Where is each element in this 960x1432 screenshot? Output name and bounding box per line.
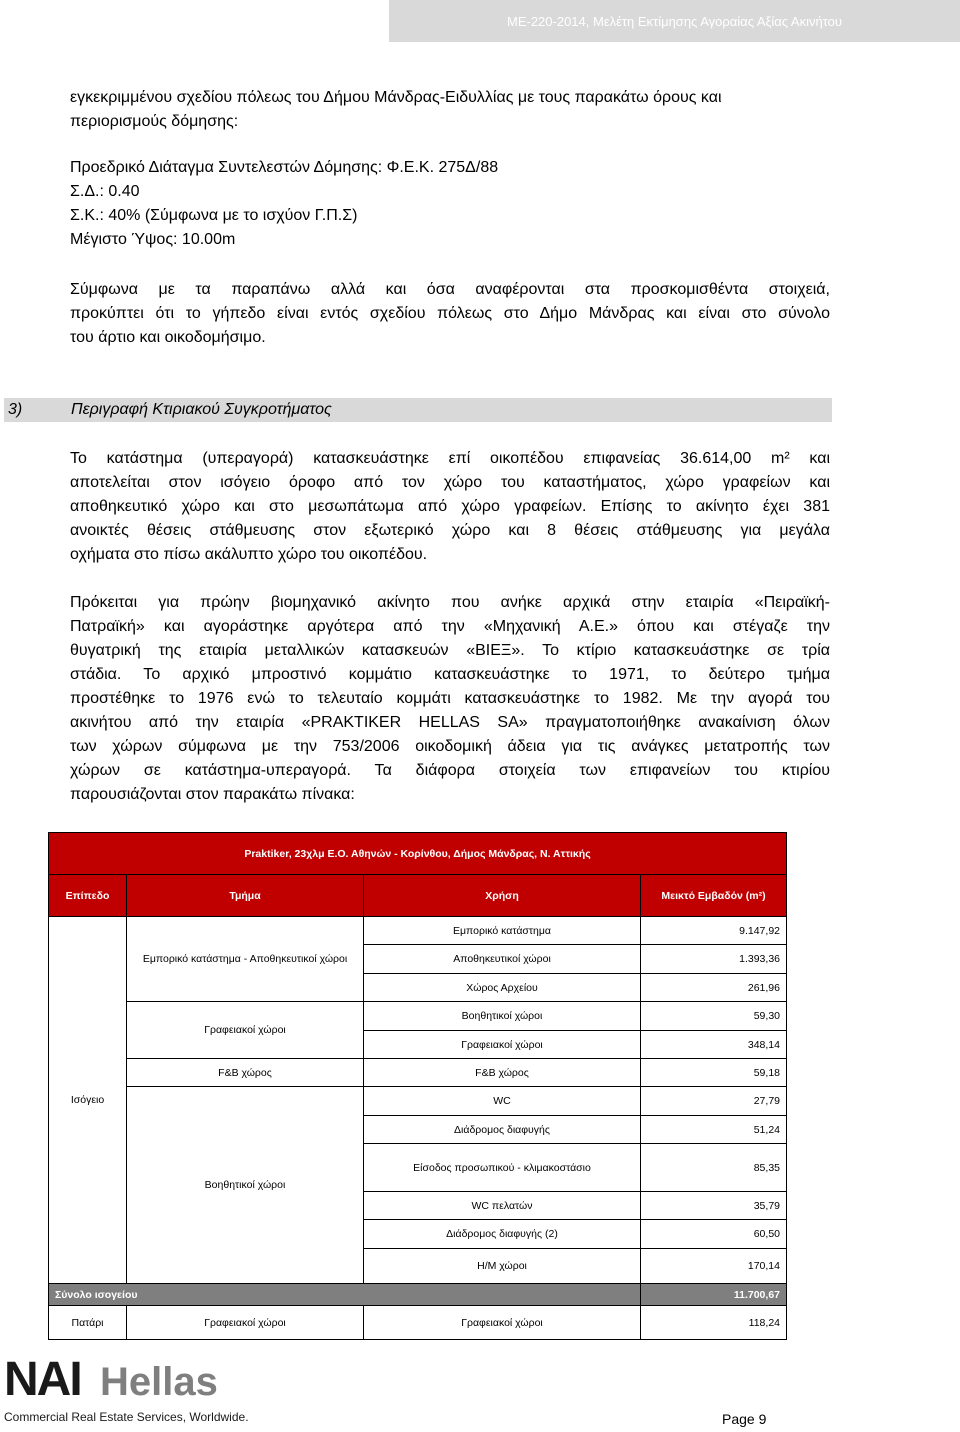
logo-tagline: Commercial Real Estate Services, Worldwide.	[4, 1410, 249, 1424]
level-cell: Πατάρι	[49, 1306, 127, 1340]
area-cell: 59,18	[641, 1059, 787, 1087]
table-title: Praktiker, 23χλμ Ε.Ο. Αθηνών - Κορίνθου, Δήμος Μάνδρας, Ν. Αττικής	[49, 833, 787, 875]
text-line: αποθηκευτικό χώρο και στο μεσωπάτωμα από χώρο γραφείων. Επίσης το ακίνητο έχει 381	[70, 498, 830, 515]
use-cell: Βοηθητικοί χώροι	[364, 1002, 641, 1031]
section-heading	[4, 398, 832, 422]
area-cell: 261,96	[641, 974, 787, 1002]
table-header-row	[49, 875, 787, 917]
total-label: Σύνολο ισογείου	[49, 1284, 641, 1306]
paragraph-building-description	[70, 447, 830, 567]
area-cell: 59,30	[641, 1002, 787, 1031]
area-cell: 35,79	[641, 1192, 787, 1220]
use-cell: WC πελατών	[364, 1192, 641, 1220]
term-line: Σ.Κ.: 40% (Σύμφωνα με το ισχύον Γ.Π.Σ)	[70, 207, 358, 224]
use-cell: Γραφειακοί χώροι	[364, 1031, 641, 1059]
area-cell: 60,50	[641, 1220, 787, 1249]
area-cell: 1.393,36	[641, 945, 787, 974]
use-cell: Αποθηκευτικοί χώροι	[364, 945, 641, 974]
section-title: Περιγραφή Κτιριακού Συγκροτήματος	[71, 401, 332, 418]
header-use: Χρήση	[364, 875, 641, 917]
use-cell: Διάδρομος διαφυγής	[364, 1116, 641, 1144]
text-line: περιορισμούς δόμησης:	[70, 113, 239, 130]
term-line: Σ.Δ.: 0.40	[70, 183, 140, 200]
text-line: θυγατρική της εταιρία μεταλλικών κατασκευών «ΒΙΕΞ». Το κτίριο κατασκευάστηκε σε τρία	[70, 642, 830, 659]
text-line: ανοικτές θέσεις στάθμευσης στον εξωτερικό χώρο και 8 θέσεις στάθμευσης για μεγάλα	[70, 522, 830, 539]
term-line: Προεδρικό Διάταγμα Συντελεστών Δόμησης: Φ.Ε.Κ. 275Δ/88	[70, 159, 499, 176]
area-cell: 27,79	[641, 1087, 787, 1116]
text-line: ακινήτου από την εταιρία «PRAKTIKER HELLAS SA» πραγματοποιήθηκε ανακαίνιση όλων	[70, 714, 830, 731]
zoning-terms-list	[70, 156, 830, 252]
table-row	[49, 1002, 787, 1031]
header-level: Επίπεδο	[49, 875, 127, 917]
header-section: Τμήμα	[127, 875, 364, 917]
text-line: εγκεκριμμένου σχεδίου πόλεως του Δήμου Μάνδρας-Ειδυλλίας με τους παρακάτω όρους και	[70, 89, 722, 106]
section-cell: Εμπορικό κατάστημα - Αποθηκευτικοί χώροι	[127, 917, 364, 1002]
use-cell: Η/Μ χώροι	[364, 1249, 641, 1284]
paragraph-zoning-intro	[70, 86, 830, 134]
area-cell: 51,24	[641, 1116, 787, 1144]
area-cell: 348,14	[641, 1031, 787, 1059]
header-area: Μεικτό Εμβαδόν (m²)	[641, 875, 787, 917]
text-line: προκύπτει ότι το γήπεδο είναι εντός σχεδίου πόλεως στο Δήμο Μάνδρας και είναι στο σύνολο	[70, 305, 830, 322]
table-row	[49, 1087, 787, 1116]
use-cell: F&B χώρος	[364, 1059, 641, 1087]
section-cell: Γραφειακοί χώροι	[127, 1306, 364, 1340]
section-cell: Βοηθητικοί χώροι	[127, 1087, 364, 1284]
area-cell: 118,24	[641, 1306, 787, 1340]
paragraph-zoning-conclusion	[70, 278, 830, 350]
use-cell: Γραφειακοί χώροι	[364, 1306, 641, 1340]
logo-name: Hellas	[100, 1360, 218, 1404]
page-number: Page 9	[722, 1411, 767, 1427]
use-cell: Είσοδος προσωπικού - κλιμακοστάσιο	[364, 1144, 641, 1192]
document-header-title: ΜΕ-220-2014, Μελέτη Εκτίμησης Αγοραίας Αξίας Ακινήτου	[389, 0, 960, 42]
total-area: 11.700,67	[641, 1284, 787, 1306]
level-cell: Ισόγειο	[49, 917, 127, 1284]
use-cell: Χώρος Αρχείου	[364, 974, 641, 1002]
text-line: Πατραϊκή» και αγοράστηκε αργότερα από την «Μηχανική Α.Ε.» όπου και στέγαζε την	[70, 618, 830, 635]
text-line: Σύμφωνα με τα παραπάνω αλλά και όσα αναφέρονται στα προσκομισθέντα στοιχειά,	[70, 281, 830, 298]
use-cell: Εμπορικό κατάστημα	[364, 917, 641, 945]
company-logo	[4, 1352, 264, 1432]
table-title-row	[49, 833, 787, 875]
use-cell: Διάδρομος διαφυγής (2)	[364, 1220, 641, 1249]
areas-table	[48, 832, 787, 1340]
table-row	[49, 1306, 787, 1340]
text-line: παρουσιάζονται στον παρακάτω πίνακα:	[70, 786, 355, 803]
text-line: αποτελείται στον ισόγειο όροφο από τον χώρο του καταστήματος, χώρο γραφείων και	[70, 474, 830, 491]
logo-mark: NAI	[4, 1353, 81, 1406]
text-line: χώρων σε κατάστημα-υπεραγορά. Τα διάφορα στοιχεία των επιφανείων του κτιρίου	[70, 762, 830, 779]
area-cell: 9.147,92	[641, 917, 787, 945]
table-total-row	[49, 1284, 787, 1306]
paragraph-building-history	[70, 591, 830, 807]
term-line: Μέγιστο Ύψος: 10.00m	[70, 231, 236, 248]
table-row	[49, 917, 787, 945]
section-cell: F&B χώρος	[127, 1059, 364, 1087]
text-line: στάδια. Το αρχικό μπροστινό κομμάτιο κατασκευάστηκε το 1971, το δεύτερο τμήμα	[70, 666, 830, 683]
text-line: Το κατάστημα (υπεραγορά) κατασκευάστηκε επί οικοπέδου επιφανείας 36.614,00 m² και	[70, 450, 830, 467]
text-line: Πρόκειται για πρώην βιομηχανικό ακίνητο που ανήκε αρχικά στην εταιρία «Πειραϊκή-	[70, 594, 830, 611]
text-line: οχήματα στο πίσω ακάλυπτο χώρο του οικοπέδου.	[70, 546, 428, 563]
area-cell: 170,14	[641, 1249, 787, 1284]
area-cell: 85,35	[641, 1144, 787, 1192]
table-row	[49, 1059, 787, 1087]
text-line: των χώρων σύμφωνα με την 753/2006 οικοδομική άδεια για τις ανάγκες μετατροπής των	[70, 738, 830, 755]
text-line: του άρτιο και οικοδομήσιμο.	[70, 329, 266, 346]
use-cell: WC	[364, 1087, 641, 1116]
text-line: προστέθηκε το 1976 ενώ το τελευταίο κομμάτι κατασκευάστηκε το 1982. Με την αγορά του	[70, 690, 830, 707]
section-cell: Γραφειακοί χώροι	[127, 1002, 364, 1059]
section-number: 3)	[8, 401, 23, 418]
